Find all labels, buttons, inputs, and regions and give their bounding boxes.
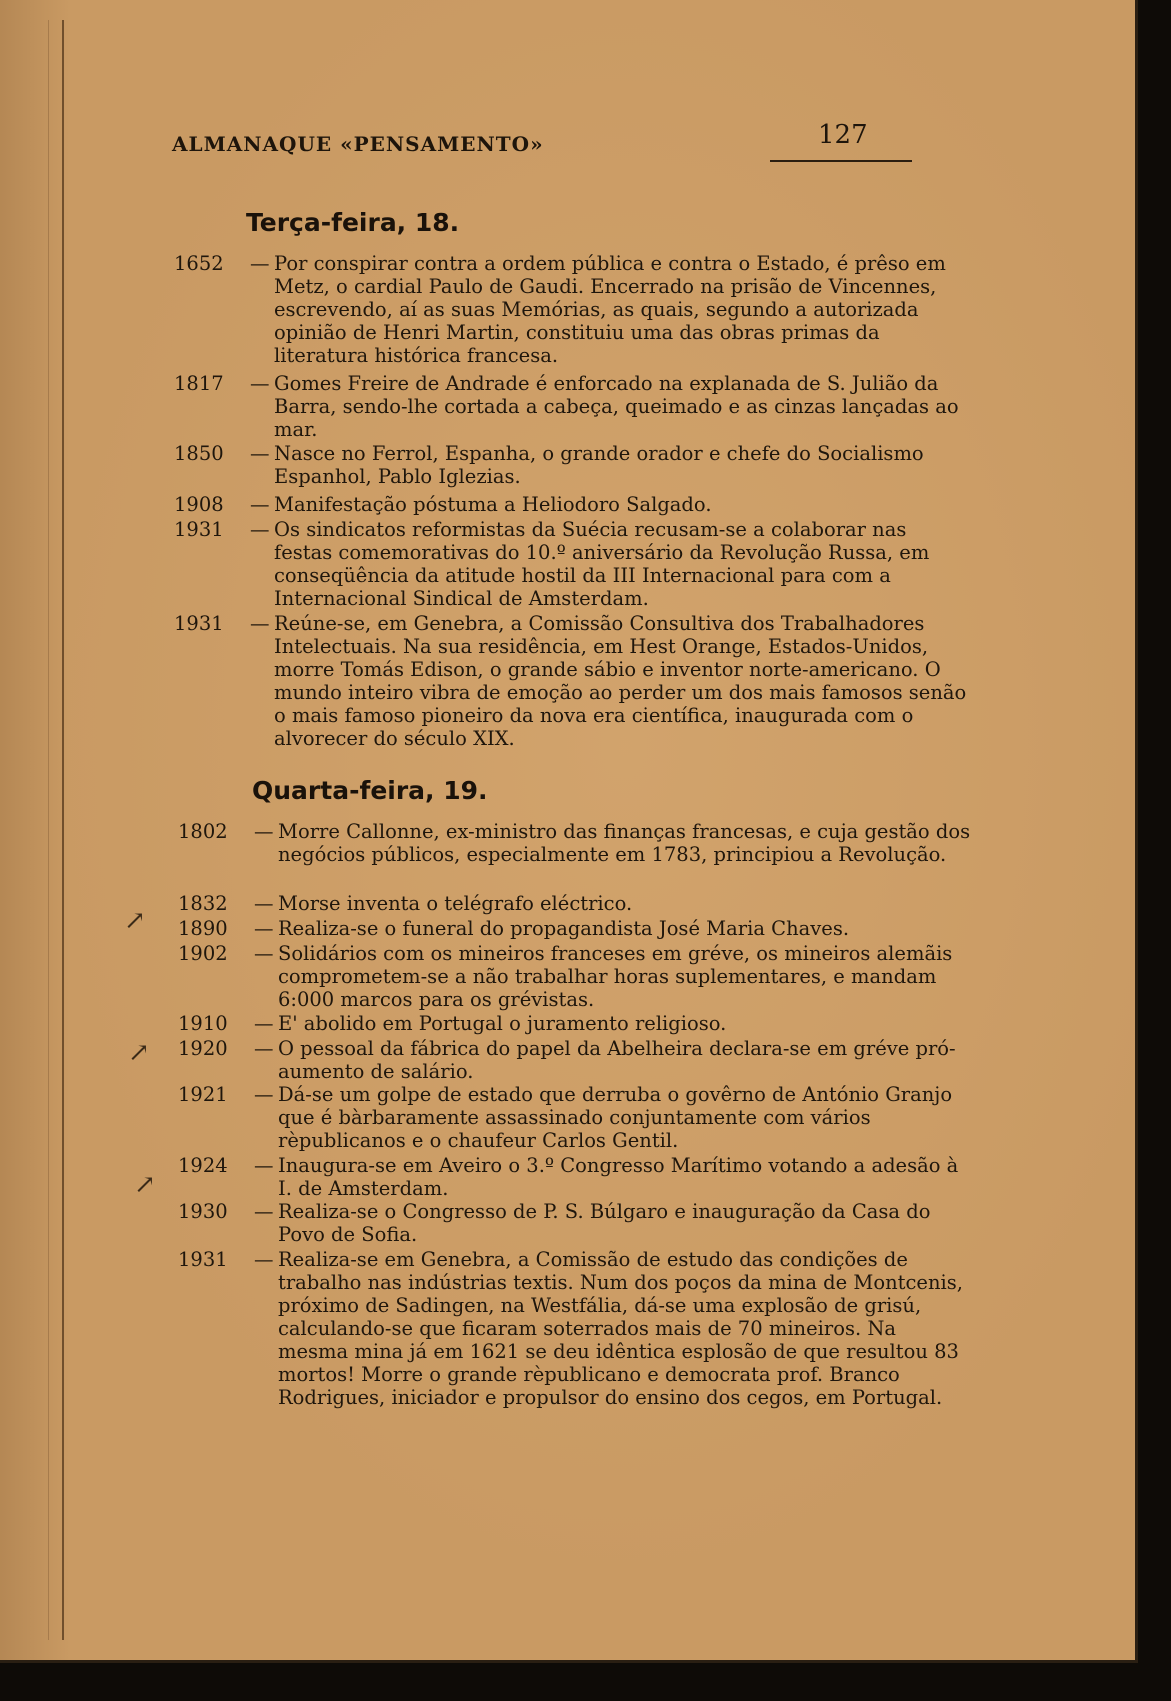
- entry-text: Inaugura-se em Aveiro o 3.º Congresso Marítimo votando a adesão à I. de Amsterdam.: [278, 1154, 959, 1200]
- entry-dash: —: [250, 493, 270, 516]
- spine-line: [62, 20, 64, 1640]
- entry-year: 1832: [178, 892, 228, 915]
- entry-year: 1931: [178, 1248, 228, 1271]
- entry-text: E' abolido em Portugal o juramento religioso.: [278, 1012, 727, 1035]
- entry: [174, 252, 974, 367]
- entry-year: 1924: [178, 1154, 228, 1177]
- entry-text: Realiza-se o funeral do propagandista José Maria Chaves.: [278, 917, 850, 940]
- entry-text: Dá-se um golpe de estado que derruba o govêrno de António Granjo que é bàrbaramente assassinado conjuntamente com vários rèpublicanos e o chaufeur Carlos Gentil.: [278, 1083, 953, 1152]
- entry-dash: —: [250, 612, 270, 635]
- entry-dash: —: [254, 1154, 274, 1177]
- entry: [178, 1154, 978, 1200]
- entry-text: Manifestação póstuma a Heliodoro Salgado.: [274, 493, 712, 516]
- entry: [178, 820, 978, 866]
- entry: [174, 442, 974, 488]
- entry-dash: —: [254, 942, 274, 965]
- header-rule: [770, 160, 912, 162]
- entry-dash: —: [254, 892, 274, 915]
- entry-text: Gomes Freire de Andrade é enforcado na explanada de S. Julião da Barra, sendo-lhe cortada a cabeça, queimado e as cinzas lançadas ao mar.: [274, 372, 959, 441]
- entry-year: 1850: [174, 442, 224, 465]
- entry: [174, 493, 974, 516]
- entry: [178, 1037, 978, 1083]
- entry: [178, 1248, 978, 1409]
- entry-year: 1920: [178, 1037, 228, 1060]
- entry-text: Por conspirar contra a ordem pública e contra o Estado, é prêso em Metz, o cardial Paulo de Gaudi. Encerrado na prisão de Vincennes, escrevendo, aí as suas Memórias, as quais, segundo a autorizada opinião de Henri Martin, constituiu uma das obras primas da literatura histórica francesa.: [274, 252, 946, 367]
- entry-year: 1931: [174, 518, 224, 541]
- entry: [178, 1012, 978, 1035]
- entry-year: 1817: [174, 372, 224, 395]
- entry-dash: —: [254, 1012, 274, 1035]
- running-header: ALMANAQUE «PENSAMENTO»: [172, 132, 544, 156]
- entry: [174, 612, 974, 750]
- entry-dash: —: [254, 1037, 274, 1060]
- entry-year: 1908: [174, 493, 224, 516]
- page-number: 127: [818, 120, 868, 150]
- entry-dash: —: [254, 1248, 274, 1271]
- entry-text: Nasce no Ferrol, Espanha, o grande orador e chefe do Socialismo Espanhol, Pablo Iglezias.: [274, 442, 924, 488]
- entry-text: Realiza-se o Congresso de P. S. Búlgaro e inauguração da Casa do Povo de Sofia.: [278, 1200, 931, 1246]
- entry-dash: —: [254, 917, 274, 940]
- entry-year: 1902: [178, 942, 228, 965]
- entry: [178, 917, 978, 940]
- entry-text: Morse inventa o telégrafo eléctrico.: [278, 892, 633, 915]
- day-heading: Quarta-feira, 19.: [252, 776, 488, 805]
- entry-year: 1930: [178, 1200, 228, 1223]
- pencil-mark-arrow-icon: ↗: [128, 1038, 150, 1068]
- entry-year: 1652: [174, 252, 224, 275]
- entry: [178, 892, 978, 915]
- pencil-mark-arrow-icon: ↗: [134, 1170, 156, 1200]
- entry: [178, 942, 978, 1011]
- entry-dash: —: [250, 372, 270, 395]
- entry: [178, 1083, 978, 1152]
- entry-text: Reúne-se, em Genebra, a Comissão Consultiva dos Trabalhadores Intelectuais. Na sua residência, em Hest Orange, Estados-Unidos, morre Tomás Edison, o grande sábio e inventor norte-americano. O mundo inteiro vibra de emoção ao perder um dos mais famosos senão o mais famoso pioneiro da nova era científica, inaugurada com o alvorecer do século XIX.: [274, 612, 967, 750]
- entry-year: 1910: [178, 1012, 228, 1035]
- entry-dash: —: [250, 252, 270, 275]
- entry-dash: —: [254, 1200, 274, 1223]
- entry-year: 1921: [178, 1083, 228, 1106]
- spine-line-faint: [48, 20, 49, 1640]
- entry-text: Os sindicatos reformistas da Suécia recusam-se a colaborar nas festas comemorativas do 10.º aniversário da Revolução Russa, em conseqüência da atitude hostil da III Internacional para com a Internacional Sindical de Amsterdam.: [274, 518, 930, 610]
- entry-text: Morre Callonne, ex-ministro das finanças francesas, e cuja gestão dos negócios públicos, especialmente em 1783, principiou a Revolução.: [278, 820, 971, 866]
- entry-dash: —: [254, 1083, 274, 1106]
- entry-year: 1931: [174, 612, 224, 635]
- entry-dash: —: [250, 442, 270, 465]
- entry: [174, 518, 974, 610]
- entry: [174, 372, 974, 441]
- entry-dash: —: [254, 820, 274, 843]
- day-heading: Terça-feira, 18.: [246, 208, 460, 237]
- entry-dash: —: [250, 518, 270, 541]
- entry: [178, 1200, 978, 1246]
- entry-year: 1890: [178, 917, 228, 940]
- pencil-mark-arrow-icon: ↗: [124, 906, 146, 936]
- entry-year: 1802: [178, 820, 228, 843]
- entry-text: Realiza-se em Genebra, a Comissão de estudo das condições de trabalho nas indústrias textis. Num dos poços da mina de Montcenis, próximo de Sadingen, na Westfália, dá-se uma explosão de grisú, calculando-se que ficaram soterrados mais de 70 mineiros. Na mesma mina já em 1621 se deu idêntica esplosão de que resultou 83 mortos! Morre o grande rèpublicano e democrata prof. Branco Rodrigues, iniciador e propulsor do ensino dos cegos, em Portugal.: [278, 1248, 963, 1409]
- entry-text: Solidários com os mineiros franceses em gréve, os mineiros alemãis comprometem-se a não trabalhar horas suplementares, e mandam 6:000 marcos para os grévistas.: [278, 942, 953, 1011]
- entry-text: O pessoal da fábrica do papel da Abelheira declara-se em gréve pró-aumento de salário.: [278, 1037, 956, 1083]
